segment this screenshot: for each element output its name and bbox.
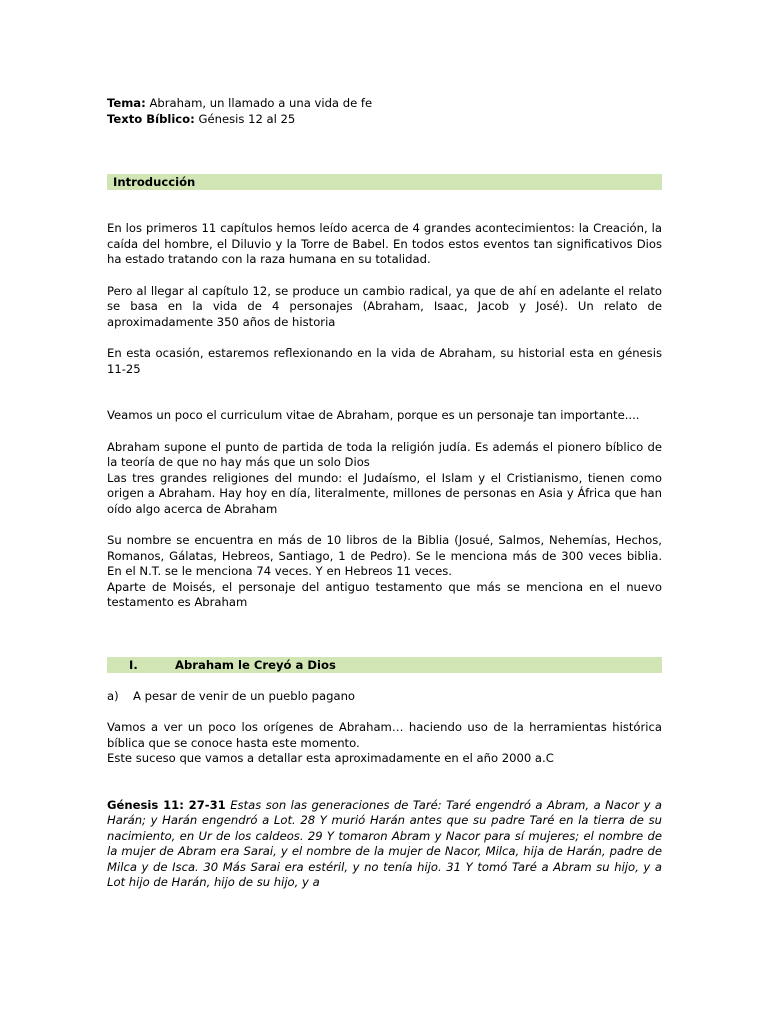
section-1-paragraph-2: Este suceso que vamos a detallar esta aproximadamente en el año 2000 a.C [107, 751, 554, 765]
list-item-a [107, 689, 662, 705]
intro-paragraph-7: Su nombre se encuentra en más de 10 libros de la Biblia (Josué, Salmos, Nehemías, Hechos, Romanos, Gálatas, Hebreos, Santiago, 1 de Pedro). Se le menciona más de 300 veces biblia. En el N.T. se le menciona 74 veces. Y en Hebreos 11 veces. [107, 533, 662, 578]
texto-biblico-value: Génesis 12 al 25 [198, 111, 296, 126]
section-1-number: I. [129, 657, 138, 672]
tema-label: Tema: [107, 96, 146, 110]
list-item-a-text: A pesar de venir de un pueblo pagano [133, 688, 356, 703]
section-1-paragraph-1: Vamos a ver un poco los orígenes de Abraham… haciendo uso de la herramientas histórica bíblica que se conoce hasta este momento. [107, 720, 662, 750]
intro-paragraph-3: En esta ocasión, estaremos reflexionando en la vida de Abraham, su historial esta en génesis 11-25 [107, 346, 662, 376]
intro-paragraph-1: En los primeros 11 capítulos hemos leído acerca de 4 grandes acontecimientos: la Creación, la caída del hombre, el Diluvio y la Torre de Babel. En todos estos eventos tan significativos Dios ha estado tratando con la raza humana en su totalidad. [107, 221, 662, 266]
section-1-title: Abraham le Creyó a Dios [175, 657, 336, 672]
verse-reference: Génesis 11: 27-31 [107, 797, 226, 812]
tema-line [107, 96, 662, 112]
intro-paragraph-6: Las tres grandes religiones del mundo: el Judaísmo, el Islam y el Cristianismo, tienen como origen a Abraham. Hay hoy en día, literalmente, millones de personas en Asia y África que han oído algo acerca de Abraham [107, 470, 662, 516]
texto-biblico-line [107, 112, 662, 128]
tema-value: Abraham, un llamado a una vida de fe [149, 96, 373, 110]
intro-paragraph-4: Veamos un poco el curriculum vitae de Abraham, porque es un personaje tan importante.... [107, 408, 640, 422]
verse-text: Estas son las generaciones de Taré: Taré engendró a Abram, a Nacor y a Harán; y Harán engendró a Lot. 28 Y murió Harán antes que su padre Taré en la tierra de su nacimiento, en Ur de los caldeos. 29 Y tomaron Abram y Nacor para sí mujeres; el nombre de la mujer de Abram era Sarai, y el nombre de la mujer de Nacor, Milca, hija de Harán, padre de Milca y de Isca. 30 Más Sarai era estéril, y no tenía hijo. 31 Y tomó Taré a Abram su hijo, y a Lot hijo de Harán, hijo de su hijo, y a [107, 797, 662, 889]
intro-paragraph-2: Pero al llegar al capítulo 12, se produce un cambio radical, ya que de ahí en adelante el relato se basa en la vida de 4 personajes (Abraham, Isaac, Jacob y José). Un relato de aproximadamente 350 años de historia [107, 283, 662, 329]
intro-paragraph-8: Aparte de Moisés, el personaje del antiguo testamento que más se menciona en el nuevo testamento es Abraham [107, 579, 662, 609]
texto-biblico-label: Texto Bíblico: [107, 111, 195, 126]
document-page [107, 96, 662, 891]
list-item-a-marker: a) [107, 688, 119, 703]
verse-block [107, 798, 662, 891]
intro-heading: Introducción [107, 174, 662, 190]
section-1-heading [107, 657, 662, 673]
intro-paragraph-5: Abraham supone el punto de partida de toda la religión judía. Es además el pionero bíblico de la teoría de que no hay más que un solo Dios [107, 439, 662, 469]
